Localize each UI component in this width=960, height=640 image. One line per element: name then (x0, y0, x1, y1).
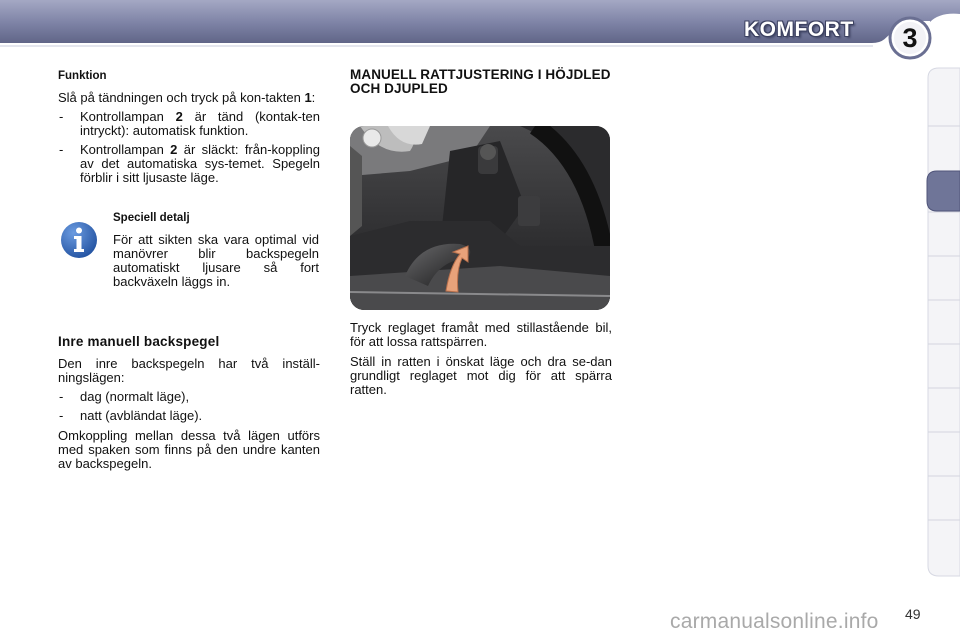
function-intro (58, 91, 320, 105)
mirror-outro: Omkoppling mellan dessa två lägen utförs med spaken som finns på den undre kanten av backspegeln. (58, 428, 320, 471)
mirror-heading: Inre manuell backspegel (58, 334, 220, 349)
steering-step-lock: Ställ in ratten i önskat läge och dra se-dan grundligt reglaget mot dig för att spärra ratten. (350, 354, 612, 397)
mirror-position-item (58, 390, 320, 404)
steering-lever-photo (350, 126, 610, 310)
bullet-text: natt (avbländat läge). (80, 408, 203, 423)
bullet-text: Kontrollampan (80, 109, 176, 124)
mirror-position-item (58, 409, 320, 423)
chapter-tabs[interactable] (925, 66, 960, 578)
bullet-text: är tänd (kontak-ten intryckt): automatisk funktion. (80, 109, 320, 138)
page-number: 49 (905, 606, 921, 622)
bullet-dash: - (59, 142, 64, 157)
chapter-title: KOMFORT (744, 18, 854, 41)
chapter-number: 3 (902, 23, 918, 53)
info-title: Speciell detalj (113, 212, 190, 224)
function-intro-text: Slå på tändningen och tryck på kon-takten (58, 90, 305, 105)
bullet-number: 2 (175, 109, 183, 124)
steering-text (350, 321, 612, 397)
bullet-dash: - (59, 109, 64, 124)
steering-heading: MANUELL RATTJUSTERING I HÖJDLED OCH DJUPLED (350, 67, 611, 96)
bullet-number: 2 (170, 142, 178, 157)
function-intro-suffix: : (311, 90, 316, 105)
info-icon (60, 221, 98, 259)
mirror-intro: Den inre backspegeln har två inställ-ningslägen: (58, 356, 320, 385)
bullet-text: dag (normalt läge), (80, 389, 190, 404)
info-box (58, 211, 320, 301)
info-body: För att sikten ska vara optimal vid manövrer blir backspegeln automatiskt ljusare så fort backväxeln läggs in. (113, 232, 319, 289)
bullet-dash: - (59, 389, 64, 404)
function-bullet (58, 110, 320, 138)
function-bullet (58, 143, 320, 185)
steering-step-release: Tryck reglaget framåt med stillastående bil, för att lossa rattspärren. (350, 320, 612, 349)
right-column (350, 66, 612, 96)
bullet-text: är släckt: från-koppling av det automatiska sys-temet. Spegeln förblir i sitt ljusaste läge. (80, 142, 320, 185)
bullet-text: Kontrollampan (80, 142, 171, 157)
watermark: carmanualsonline.info (670, 610, 879, 633)
left-column (58, 66, 320, 471)
info-text (113, 211, 319, 289)
bullet-dash: - (59, 408, 64, 423)
function-heading: Funktion (58, 70, 107, 82)
function-intro-number: 1 (304, 90, 312, 105)
